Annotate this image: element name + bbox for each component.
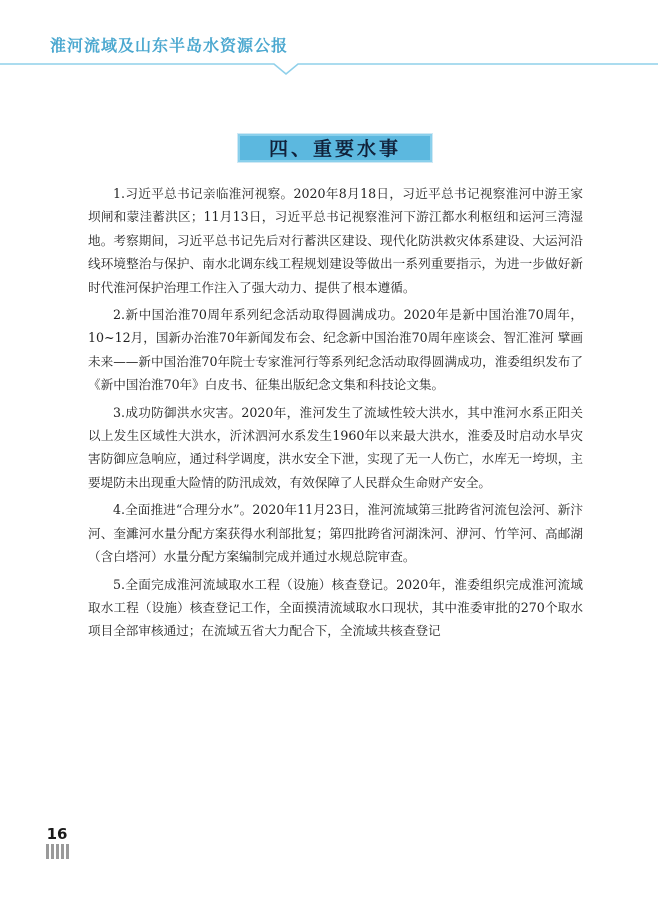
- article-body: [88, 182, 583, 647]
- header-divider: [0, 60, 658, 80]
- page-number-badge: [44, 826, 70, 860]
- paragraph-5: 5.全面完成淮河流域取水工程（设施）核查登记。2020年，淮委组织完成淮河流域取水工程（设施）核查登记工作，全面摸清流域取水口现状，其中淮委审批的270个取水项目全部审核通过；在流域五省大力配合下，全流域共核查登记: [88, 576, 583, 639]
- paragraph-4: 4.全面推进“合理分水”。2020年11月23日，淮河流域第三批跨省河流包浍河、新汴河、奎濉河水量分配方案获得水利部批复；第四批跨省河湖洙河、洢河、竹竿河、高邮湖（含白塔河）水量分配方案编制完成并通过水规总院审查。: [88, 502, 583, 565]
- publication-title: 淮河流域及山东半岛水资源公报: [50, 36, 289, 55]
- page-number: 16: [46, 825, 68, 843]
- paragraph-2: 2.新中国治淮70周年系列纪念活动取得圆满成功。2020年是新中国治淮70周年，10~12月，国新办治淮70年新闻发布会、纪念新中国治淮70周年座谈会、智汇淮河 擘画未来——新中国治淮70年院士专家淮河行等系列纪念活动取得圆满成功，淮委组织发布了《新中国治淮70年》白皮书、征集出版纪念文集和科技论文集。: [88, 307, 583, 393]
- page-number-bars-icon: [44, 842, 70, 860]
- section-title: 四、重要水事: [237, 133, 433, 163]
- paragraph-1: 1.习近平总书记亲临淮河视察。2020年8月18日，习近平总书记视察淮河中游王家坝闸和蒙洼蓄洪区；11月13日，习近平总书记视察淮河下游江都水利枢纽和运河三湾湿地。考察期间，习近平总书记先后对行蓄洪区建设、现代化防洪救灾体系建设、大运河沿线环境整治与保护、南水北调东线工程规划建设等做出一系列重要指示，为进一步做好新时代淮河保护治理工作注入了强大动力、提供了根本遵循。: [88, 186, 583, 295]
- paragraph-3: 3.成功防御洪水灾害。2020年，淮河发生了流域性较大洪水，其中淮河水系正阳关以上发生区域性大洪水，沂沭泗河水系发生1960年以来最大洪水，淮委及时启动水旱灾害防御应急响应，通过科学调度，洪水安全下泄，实现了无一人伤亡，水库无一垮坝，主要堤防未出现重大险情的防汛成效，有效保障了人民群众生命财产安全。: [88, 404, 583, 490]
